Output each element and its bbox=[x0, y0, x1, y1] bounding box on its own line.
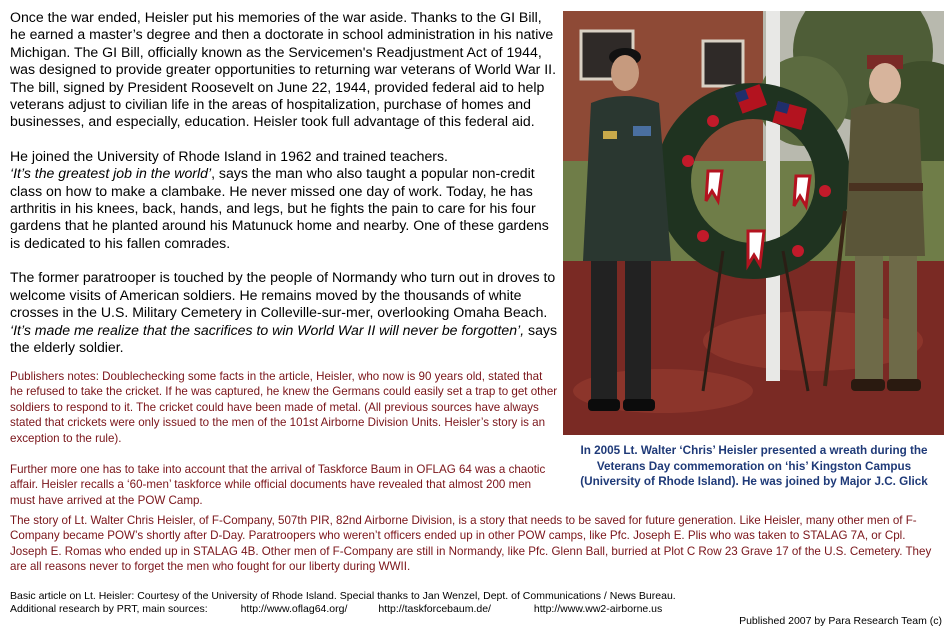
article-paragraph-gi-bill: Once the war ended, Heisler put his memories of the war aside. Thanks to the GI Bill, he earned a master’s degree and then a doctorate in school administration in his native Michigan. The GI Bill, officially known as the Servicemen's Readjustment Act of 1944, was designed to provide greater opportunities to returning war veterans of World War II. The bill, signed by President Roosevelt on June 22, 1944, provided federal aid to help veterans adjust to civilian life in the areas of hospitalization, purchase of homes and businesses, and especially, education. Heisler took full advantage of this federal aid. bbox=[10, 9, 557, 130]
source-link-oflag64[interactable]: http://www.oflag64.org/ bbox=[240, 603, 348, 615]
uri-lead: He joined the University of Rhode Island in 1962 and trained teachers. bbox=[10, 147, 448, 164]
article-paragraph-uri bbox=[10, 148, 558, 252]
normandy-text: The former paratrooper is touched by the people of Normandy who turn out in droves to welcome visits of American soldiers. He remains moved by the thousands of white crosses in the U.S. Military Cemetery in Colleville-sur-mer, overlooking Omaha Beach. bbox=[10, 269, 556, 321]
veterans-day-photo bbox=[563, 11, 944, 435]
publishers-notes bbox=[10, 369, 558, 524]
f-company-story: The story of Lt. Walter Chris Heisler, of F-Company, 507th PIR, 82nd Airborne Division, is a story that needs to be saved for future generation. Like Heisler, many other men of F-Company became POW’s shortly after D-Day. Paratroopers who weren’t officers ended up in other POW camps, like Pfc. Joseph E. Plis who was taken to STALAG 7A, or Cpl. Joseph E. Romas who ended up in STALAG 4B. Other men of F-Company are still in Normandy, like Pfc. Glenn Ball, burried at Plot C Row 23 Grave 17 of the U.S. Cemetery. They are all reasons never to forget the men who fought for our liberty during WWII. bbox=[10, 514, 932, 574]
credits-sources-label: Additional research by PRT, main sources: bbox=[10, 603, 208, 615]
credits bbox=[10, 590, 944, 616]
uri-rest: , says the man who also taught a popular non-credit class on how to make a clambake. He never missed one day of work. Today, he has arthritis in his knees, back, hands, and legs, but he fights the pain to care for his four gardens that he planted around his Matunuck home and nearby. One of these gardens is dedicated to his fallen comrades. bbox=[10, 165, 549, 251]
normandy-end: says the elderly soldier. bbox=[10, 321, 558, 355]
article-paragraph-normandy bbox=[10, 269, 558, 356]
photo-caption: In 2005 Lt. Walter ‘Chris’ Heisler presented a wreath during the Veterans Day commemoration on ‘his’ Kingston Campus (University of Rhode Island). He was joined by Major J.C. Glick bbox=[580, 444, 928, 489]
uri-quote: ‘It’s the greatest job in the world’ bbox=[10, 165, 212, 182]
photo-illustration bbox=[563, 11, 944, 435]
publishers-note-taskforce: Further more one has to take into account that the arrival of Taskforce Baum in OFLAG 64 was a chaotic affair. Heisler recalls a ‘60-men’ taskforce while official documents have revealed that almost 200 men must have arrived at the POW Camp. bbox=[10, 463, 546, 507]
article-body bbox=[10, 9, 558, 373]
normandy-quote: ‘It’s made me realize that the sacrifices to win World War II will never be forgotten’, bbox=[10, 321, 525, 338]
credits-line-courtesy: Basic article on Lt. Heisler: Courtesy of the University of Rhode Island. Special thanks to Jan Wenzel, Dept. of Communications / News Bureau. bbox=[10, 590, 676, 602]
source-link-ww2-airborne[interactable]: http://www.ww2-airborne.us bbox=[533, 603, 663, 615]
published-notice: Published 2007 by Para Research Team (c) bbox=[739, 615, 942, 627]
source-link-taskforcebaum[interactable]: http://taskforcebaum.de/ bbox=[378, 603, 491, 615]
publishers-note-cricket: Publishers notes: Doublechecking some facts in the article, Heisler, who now is 90 years old, stated that he refused to take the cricket. If he was captured, he knew the Germans could easily set a trap to get other soldiers to respond to it. The cricket could have been made of metal. (All previous sources have always stated that crickets were only issued to the men of the 101st Airborne Division Units. Heisler’s story is an exception to the rule). bbox=[10, 370, 558, 445]
